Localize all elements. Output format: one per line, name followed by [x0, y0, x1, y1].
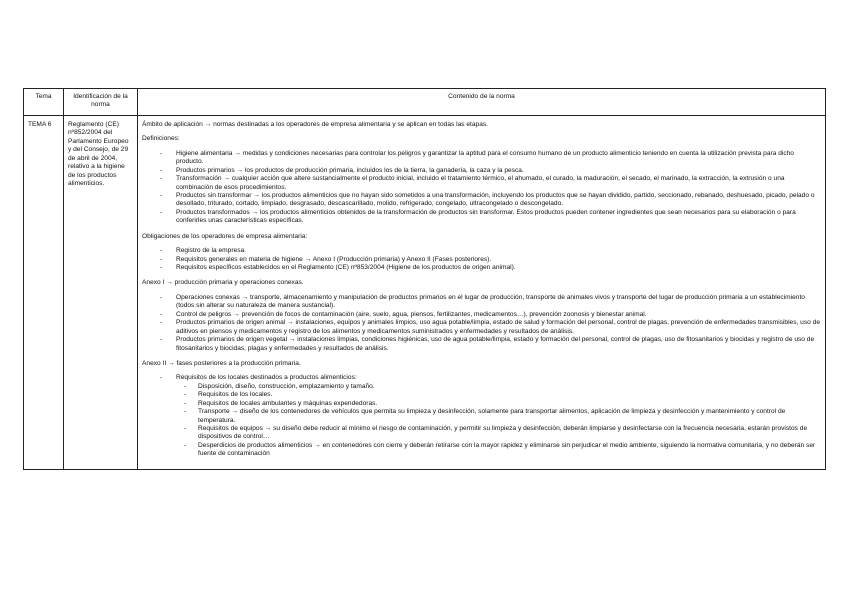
list-item: - Registro de la empresa.: [176, 247, 821, 255]
list-item: - Requisitos generales en materia de higiene → Anexo I (Producción primaria) y Anexo II (Fases posteriores).: [176, 256, 821, 264]
list-item: - Transporte → diseño de los contenedores de vehículos que permita su limpieza y desinfección, solamente para transportar alimentos, aplicación de limpieza y desinfección y mantenimiento y control de temperatura.: [198, 408, 821, 425]
header-row: [24, 89, 826, 116]
contenido-cell: [138, 115, 826, 469]
norms-table: [23, 88, 826, 470]
list-item: - Disposición, diseño, construcción, emplazamiento y tamaño.: [198, 383, 821, 391]
header-identificacion: Identificación de la norma: [64, 89, 138, 116]
anexo-i-list: [142, 294, 821, 353]
anexo-ii-sublist: [176, 383, 821, 459]
list-item: - Productos sin transformar → los productos alimenticios que no hayan sido sometidos a una transformación, incluyendo los productos que se hayan dividido, partido, seccionado, rebanado, deshuesado, picado, pelado o desollado, triturado, cortado, limpiado, desgrasado, descascarillado, molido, refrigerado, congelado, ultracongelado o descongelado.: [176, 192, 821, 209]
header-tema: Tema: [24, 89, 64, 116]
list-item: - Transformación → cualquier acción que altere sustancialmente el producto inicial, incluido el tratamiento térmico, el ahumado, el curado, la maduración, el secado, el marinado, la extracción, la extrusión o una combinación de esos procedimientos.: [176, 175, 821, 192]
list-item: - Control de peligros → prevención de focos de contaminación (aire, suelo, agua, piensos, fertilizantes, medicamentos…), prevención zoonosis y bienestar animal.: [176, 311, 821, 319]
anexo-ii-list: [142, 374, 821, 458]
anexo-ii-heading: Anexo II → fases posteriores a la producción primaria.: [142, 359, 301, 367]
list-item: - Productos primarios → los productos de producción primaria, incluidos los de la tierra, la ganadería, la caza y la pesca.: [176, 167, 821, 175]
list-item: [176, 374, 821, 458]
anexo-i-heading: Anexo I → producción primaria y operaciones conexas.: [142, 279, 304, 287]
obligaciones-heading: Obligaciones de los operadores de empresa alimentaria:: [142, 232, 308, 240]
obligaciones-list: [142, 247, 821, 272]
definiciones-heading: Definiciones:: [142, 135, 180, 143]
list-item: - Higiene alimentaria → medidas y condiciones necesarias para controlar los peligros y garantizar la aptitud para el consumo humano de un producto alimenticio teniendo en cuenta la utilización prevista para dicho producto.: [176, 150, 821, 167]
list-item: - Requisitos de locales ambulantes y máquinas expendedoras.: [198, 400, 821, 408]
list-item: - Desperdicios de productos alimenticios → en contenedores con cierre y deberán retirarse con la mayor rapidez y eliminarse sin perjudicar el medio ambiente, siguiendo la normativa comunitaria, y no deberán ser fuente de contaminación: [198, 442, 821, 459]
identificacion-cell: Reglamento (CE) nº852/2004 del Parlamento Europeo y del Consejo, de 29 de abril de 2004, relativo a la higiene de los productos alimenticios.: [64, 115, 138, 469]
list-item: - Operaciones conexas → transporte, almacenamiento y manipulación de productos primarios en el lugar de producción, transporte de animales vivos y transporte del lugar de producción primaria a un establecimiento (todos sin alterar su naturaleza de manera sustancial).: [176, 294, 821, 311]
list-item: - Productos primarios de origen animal → instalaciones, equipos y animales limpios, uso agua potable/limpia, estado de salud y formación del personal, control de plagas, prevención de enfermedades transmisibles, uso de aditivos en piensos y medicamentos y registro de los alimentos y medicamentos suministrados y enfermedades y resultados de análisis.: [176, 319, 821, 336]
list-item: - Productos primarios de origen vegetal → instalaciones limpias, condiciones higiénicas, uso de agua potable/limpia, estado y formación del personal, control de plagas, uso de fitosanitarios y biocidas y registro de uso de fitosanitarios y biocidas, plagas y enfermedades y resultados de análisis.: [176, 336, 821, 353]
list-item: - Requisitos específicos establecidos en el Reglamento (CE) nº853/2004 (Higiene de los productos de origen animal).: [176, 264, 821, 272]
list-item: - Productos transformados → los productos alimenticios obtenidos de la transformación de productos sin transformar. Estos productos pueden contener ingredientes que sean necesarios para su elaboración o para conferirles unas características específicas.: [176, 209, 821, 226]
anexo-ii-intro: Requisitos de los locales destinados a productos alimenticios:: [176, 374, 357, 382]
header-contenido: Contenido de la norma: [138, 89, 826, 116]
tema-cell: TEMA 6: [24, 115, 64, 469]
list-item: - Requisitos de equipos → su diseño debe reducir al mínimo el riesgo de contaminación, y permitir su limpieza y desinfección, deberán limpiarse y desinfectarse con la frecuencia necesaria, estarán provistos de dispositivos de control…: [198, 425, 821, 442]
table-row: [24, 115, 826, 469]
definiciones-list: [142, 150, 821, 226]
list-item: - Requisitos de los locales.: [198, 391, 821, 399]
ambito-text: Ámbito de aplicación → normas destinadas a los operadores de empresa alimentaria y se aplican en todas las etapas.: [142, 120, 489, 128]
